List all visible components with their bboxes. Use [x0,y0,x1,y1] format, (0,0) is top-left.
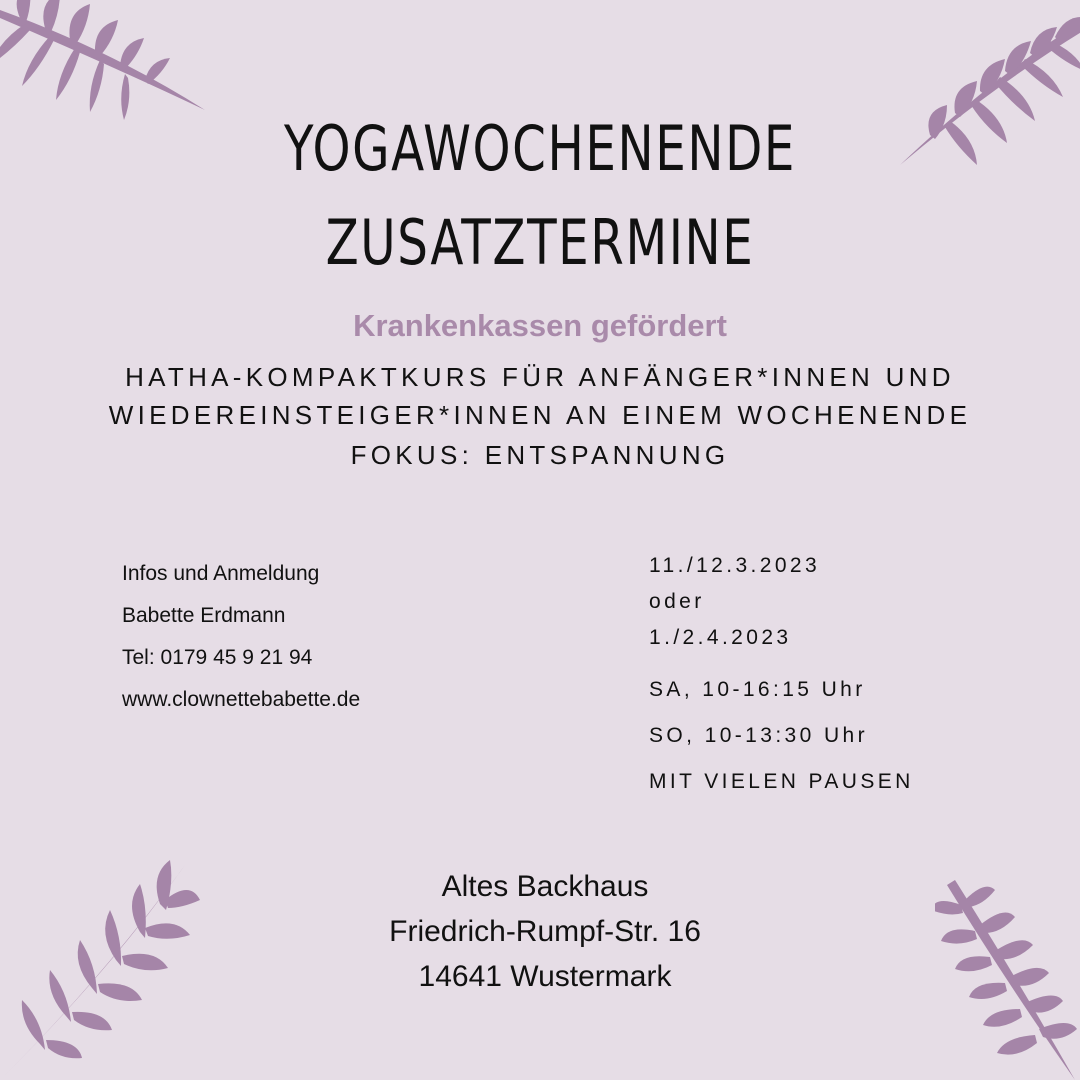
contact-phone: Tel: 0179 45 9 21 94 [122,646,313,669]
subtitle: Krankenkassen gefördert [353,308,727,343]
venue-city: 14641 Wustermark [418,960,672,993]
date-second: 1./2.4.2023 [649,626,792,649]
contact-heading: Infos und Anmeldung [122,562,320,585]
contact-website: www.clownettebabette.de [122,688,361,711]
course-description-line1: HATHA-KOMPAKTKURS FÜR ANFÄNGER*INNEN UND [125,362,955,392]
page-title: YOGAWOCHENENDE [284,112,796,185]
course-description-line2: WIEDEREINSTEIGER*INNEN AN EINEM WOCHENENDE [108,400,972,430]
schedule-note: MIT VIELEN PAUSEN [649,770,914,793]
date-first: 11./12.3.2023 [649,554,821,577]
time-saturday: SA, 10-16:15 Uhr [649,678,866,701]
time-sunday: SO, 10-13:30 Uhr [649,724,868,747]
contact-info [122,562,360,730]
contact-name: Babette Erdmann [122,604,286,627]
venue-name: Altes Backhaus [441,870,649,903]
venue-address [0,870,1080,1005]
course-focus: FOKUS: ENTSPANNUNG [350,440,730,470]
venue-street: Friedrich-Rumpf-Str. 16 [389,915,701,948]
date-or: oder [649,590,705,613]
page-title-line2: ZUSATZTERMINE [325,206,755,279]
